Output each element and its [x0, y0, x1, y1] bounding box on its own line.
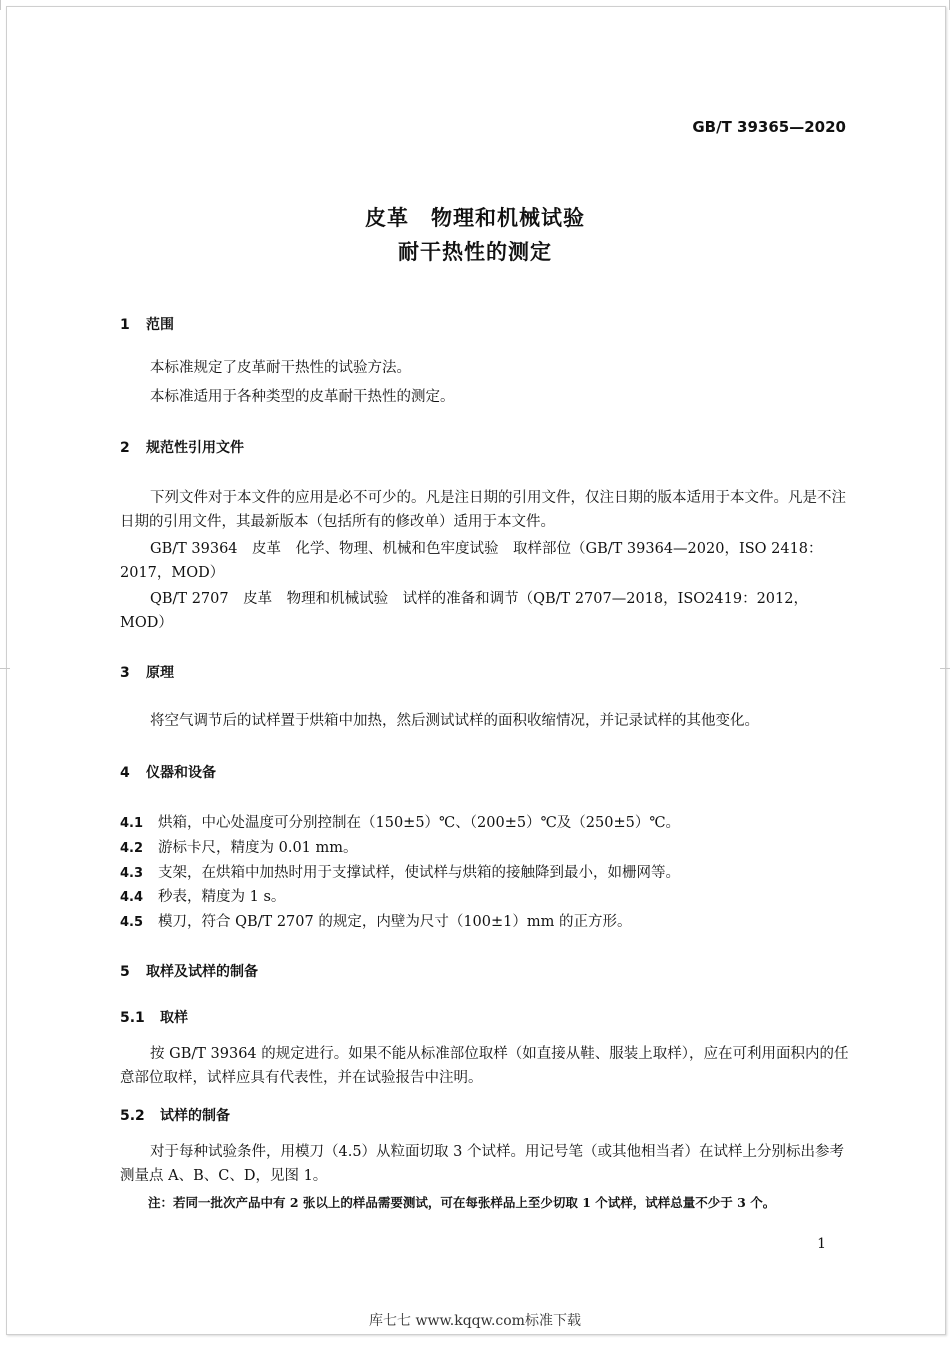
document-title-line1: 皮革 物理和机械试验	[365, 206, 585, 230]
item-text: 游标卡尺，精度为 0.01 mm。	[158, 840, 358, 856]
list-item	[120, 861, 680, 882]
document-title-line2: 耐干热性的测定	[398, 240, 552, 264]
item-number: 4.2	[120, 841, 144, 856]
side-mark-right	[940, 668, 950, 669]
list-item	[120, 811, 680, 832]
section-title: 仪器和设备	[146, 765, 216, 781]
section-2-heading	[120, 437, 244, 457]
paragraph: 本标准规定了皮革耐干热性的试验方法。	[150, 360, 411, 376]
section-title: 取样及试样的制备	[146, 964, 258, 980]
list-item	[120, 885, 285, 906]
section-number: 4	[120, 765, 130, 781]
page-number: 1	[817, 1236, 826, 1252]
section-1-heading	[120, 314, 174, 334]
side-mark-left	[0, 668, 10, 669]
section-title: 原理	[146, 665, 174, 681]
paragraph: 按 GB/T 39364 的规定进行。如果不能从标准部位取样（如直接从鞋、服装上取样），应在可利用面积内的任意部位取样，试样应具有代表性，并在试验报告中注明。	[120, 1046, 849, 1086]
subsection-5-2-heading	[120, 1105, 230, 1125]
list-item	[120, 836, 358, 857]
section-number: 3	[120, 665, 130, 681]
list-item	[120, 910, 632, 931]
paragraph: 对于每种试验条件，用模刀（4.5）从粒面切取 3 个试样。用记号笔（或其他相当者）在试样上分别标出参考测量点 A、B、C、D，见图 1。	[120, 1144, 844, 1184]
corner-mark-top-left	[0, 0, 1, 10]
item-text: 烘箱，中心处温度可分别控制在（150±5）℃、（200±5）℃及（250±5）℃。	[158, 815, 681, 831]
section-title: 范围	[146, 317, 174, 333]
section-4-heading	[120, 762, 216, 782]
item-number: 4.3	[120, 866, 144, 881]
subsection-title: 试样的制备	[160, 1108, 230, 1124]
subsection-5-1-heading	[120, 1007, 188, 1027]
section-title: 规范性引用文件	[146, 440, 244, 456]
item-text: 秒表，精度为 1 s。	[158, 889, 286, 905]
item-text: 支架，在烘箱中加热时用于支撑试样，使试样与烘箱的接触降到最小，如栅网等。	[158, 865, 680, 881]
section-number: 5	[120, 964, 130, 980]
note: 注：若同一批次产品中有 2 张以上的样品需要测试，可在每张样品上至少切取 1 个试样，试样总量不少于 3 个。	[148, 1195, 776, 1210]
section-number: 1	[120, 317, 130, 333]
reference-entry: QB/T 2707 皮革 物理和机械试验 试样的准备和调节（QB/T 2707—2018，ISO2419：2012，MOD）	[120, 591, 808, 631]
item-number: 4.4	[120, 890, 144, 905]
standard-number: GB/T 39365—2020	[692, 118, 846, 136]
item-number: 4.5	[120, 915, 144, 930]
subsection-number: 5.2	[120, 1108, 145, 1124]
item-text: 模刀，符合 QB/T 2707 的规定，内壁为尺寸（100±1）mm 的正方形。	[158, 914, 632, 930]
subsection-title: 取样	[160, 1010, 188, 1026]
footer-watermark: 库七七 www.kqqw.com标准下载	[369, 1313, 581, 1329]
section-5-heading	[120, 961, 258, 981]
subsection-number: 5.1	[120, 1010, 145, 1026]
paragraph: 将空气调节后的试样置于烘箱中加热，然后测试试样的面积收缩情况，并记录试样的其他变化。	[150, 713, 759, 729]
item-number: 4.1	[120, 816, 144, 831]
paragraph: 下列文件对于本文件的应用是必不可少的。凡是注日期的引用文件，仅注日期的版本适用于本文件。凡是不注日期的引用文件，其最新版本（包括所有的修改单）适用于本文件。	[120, 490, 846, 530]
paragraph: 本标准适用于各种类型的皮革耐干热性的测定。	[150, 389, 455, 405]
section-number: 2	[120, 440, 130, 456]
reference-entry: GB/T 39364 皮革 化学、物理、机械和色牢度试验 取样部位（GB/T 39364—2020，ISO 2418：2017，MOD）	[120, 541, 823, 581]
section-3-heading	[120, 662, 174, 682]
